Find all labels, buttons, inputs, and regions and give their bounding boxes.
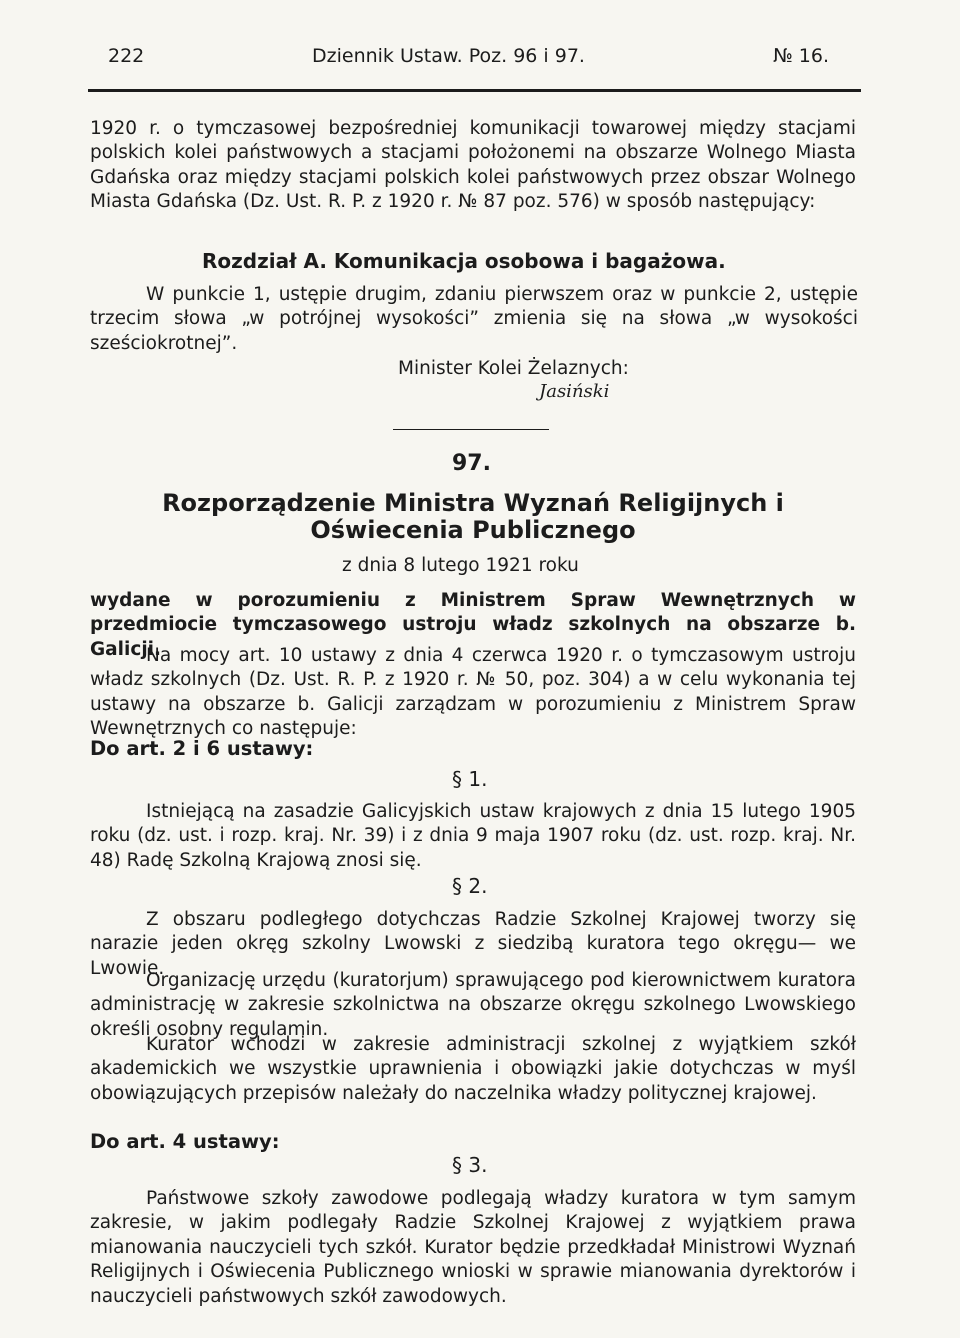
section-heading-art-4: Do art. 4 ustawy: [90,1130,280,1153]
preamble-paragraph: Na mocy art. 10 ustawy z dnia 4 czerwca 1920 r. o tymczasowym ustroju władz szkolnych (Dz. Ust. R. P. z 1920 r. № 50, poz. 304) a w celu wykonania tej ustawy na obszarze b. Galicji zarządzam w porozumieniu z Ministrem Spraw Wewnętrznych co następuje: [90,645,856,740]
paragraph-3-text: Państwowe szkoły zawodowe podlegają władzy kuratora w tym samym zakresie, w jakim podlegały Radzie Szkolnej Krajowej z wyjątkiem prawa mianowania nauczycieli tych szkół. Kurator będzie przedkładał Ministrowi Wyznań Religijnych i Oświecenia Publicznego wnioski w sprawie mianowania dyrektorów i nauczycieli państwowych szkół zawodowych. [90,1188,856,1307]
paragraph-sign-2: § 2. [452,874,488,898]
header-rule [88,89,861,92]
paragraph-2-text-a: Z obszaru podległego dotychczas Radzie Szkolnej Krajowej tworzy się narazie jeden okręg szkolny Lwowski z siedzibą kuratora tego okręgu— we Lwowie. [90,909,856,979]
paragraph-2-text-b: Organizację urzędu (kuratorjum) sprawującego pod kierownictwem kuratora administrację w zakresie szkolnictwa na obszarze okręgu szkolnego Lwowskiego określi osobny regulamin. [90,970,856,1040]
paragraph-1-text: Istniejącą na zasadzie Galicyjskich ustaw krajowych z dnia 15 lutego 1905 roku (dz. ust. i rozp. kraj. Nr. 39) i z dnia 9 maja 1907 roku (dz. ust. rozp. kraj. Nr. 48) Radę Szkolną Krajową znosi się. [90,801,856,871]
separator-rule [393,429,549,430]
chapter-heading: Rozdział A. Komunikacja osobowa i bagażowa. [202,249,726,273]
regulation-title: Rozporządzenie Ministra Wyznań Religijnych i Oświecenia Publicznego [162,489,784,544]
paragraph-sign-1: § 1. [452,767,488,791]
intro-paragraph: 1920 r. o tymczasowej bezpośredniej komunikacji towarowej między stacjami polskich kolei państwowych a stacjami położonemi na obszarze Wolnego Miasta Gdańska oraz między stacjami polskich kolei państwowych przez obszar Wolnego Miasta Gdańska (Dz. Ust. R. P. z 1920 r. № 87 poz. 576) w sposób następujący: [90,118,856,213]
issue-number: № 16. [773,45,830,67]
regulation-date: z dnia 8 lutego 1921 roku [342,555,579,576]
signature-role: Minister Kolei Żelaznych: [398,358,629,379]
page-number: 222 [108,45,145,67]
journal-title: Dziennik Ustaw. Poz. 96 i 97. [312,45,585,67]
paragraph-2-text-c: Kurator wchodzi w zakresie administracji szkolnej z wyjątkiem szkół akademickich we wszystkie uprawnienia i obowiązki jakie dotychczas w myśl obowiązujących przepisów należały do naczelnika władzy politycznej krajowej. [90,1034,856,1104]
section-heading-art-2-6: Do art. 2 i 6 ustawy: [90,737,314,760]
paragraph-sign-3: § 3. [452,1153,488,1177]
chapter-paragraph: W punkcie 1, ustępie drugim, zdaniu pierwszem oraz w punkcie 2, ustępie trzecim słowa „w potrójnej wysokości” zmienia się na słowa „w wysokości sześciokrotnej”. [90,284,858,354]
position-number: 97. [452,451,491,476]
regulation-subtitle: wydane w porozumieniu z Ministrem Spraw Wewnętrznych w przedmiocie tymczasowego ustroju władz szkolnych na obszarze b. Galicji. [90,590,856,660]
signature-name: Jasiński [539,381,610,402]
